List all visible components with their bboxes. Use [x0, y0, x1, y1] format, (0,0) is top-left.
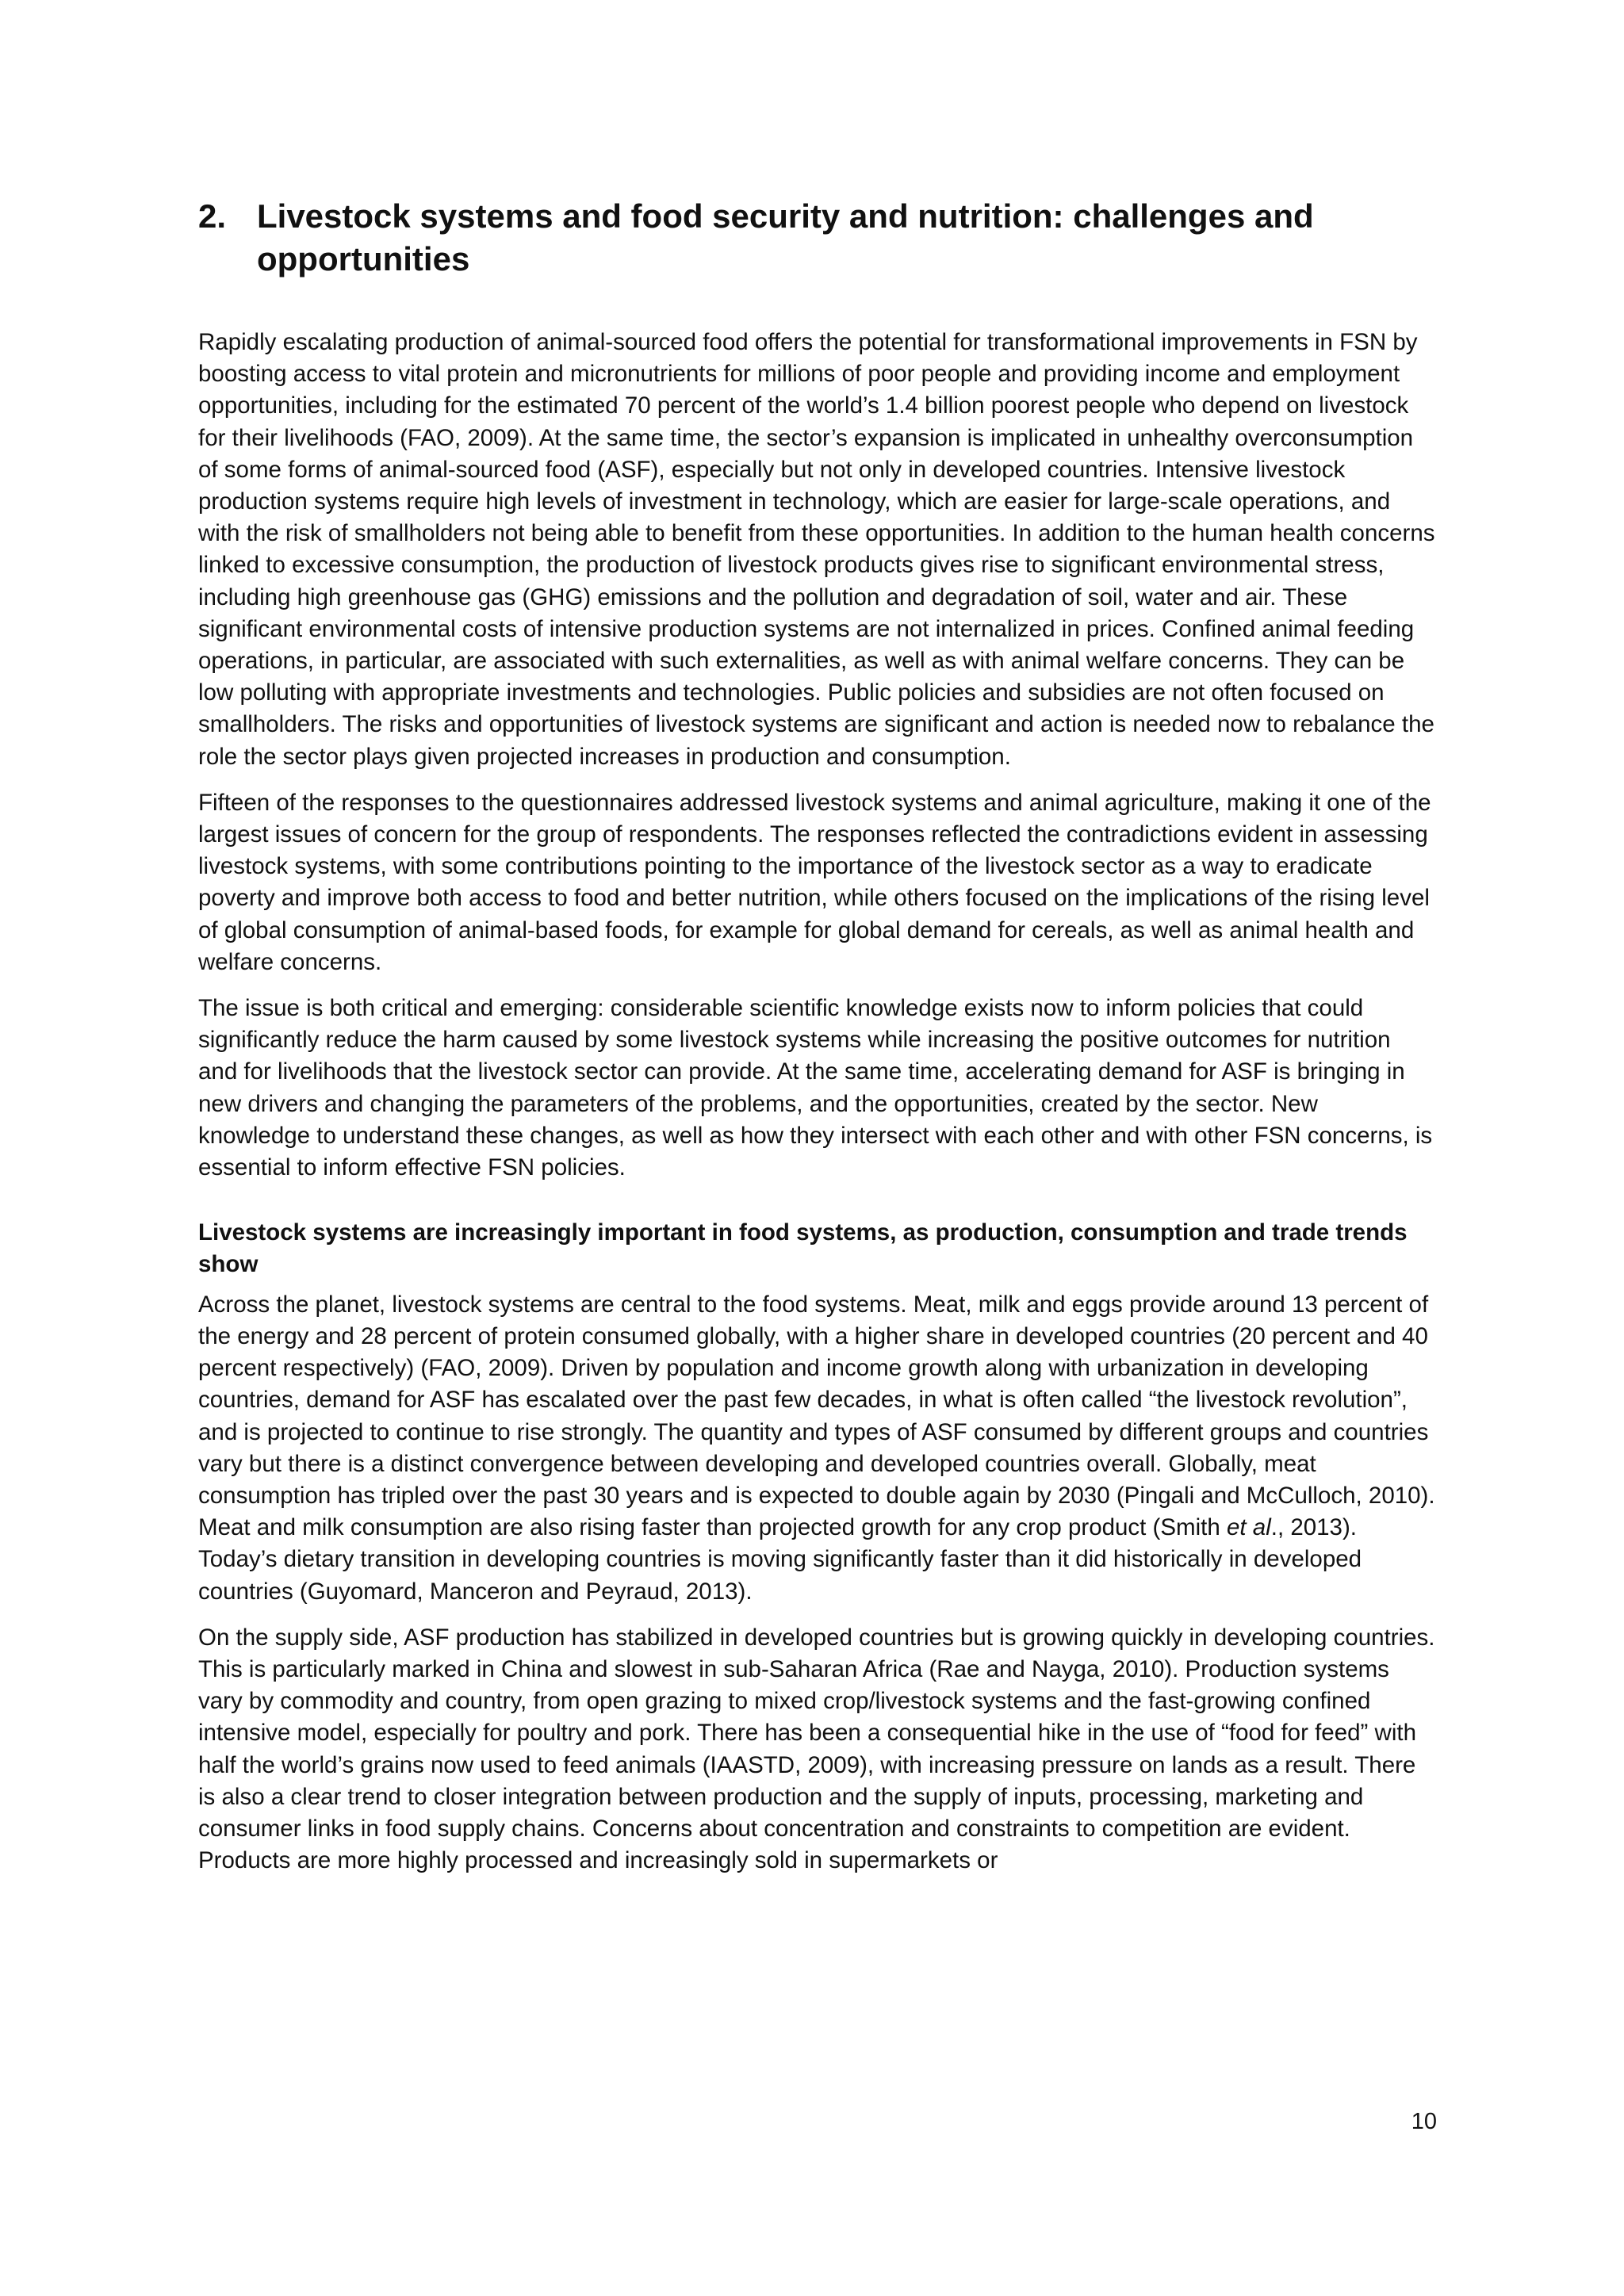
section-number: 2. [198, 197, 227, 235]
paragraph-4 [198, 1289, 1435, 1608]
section-heading [198, 195, 1435, 281]
paragraph-3: The issue is both critical and emerging: considerable scientific knowledge exists now to inform policies that could significantly reduce the harm caused by some livestock systems while increasing the positive outcomes for nutrition and for livelihoods that the livestock sector can provide. At the same time, accelerating demand for ASF is bringing in new drivers and changing the parameters of the problems, and the opportunities, created by the sector. New knowledge to understand these changes, as well as how they intersect with each other and with other FSN concerns, is essential to inform effective FSN policies. [198, 995, 1433, 1181]
paragraph-2: Fifteen of the responses to the questionnaires addressed livestock systems and animal agriculture, making it one of the largest issues of concern for the group of respondents. The responses reflected the contradictions evident in assessing livestock systems, with some contributions pointing to the importance of the livestock sector as a way to eradicate poverty and improve both access to food and better nutrition, while others focused on the implications of the rising level of global consumption of animal-based foods, for example for global demand for cereals, as well as animal health and welfare concerns. [198, 789, 1431, 975]
page-number: 10 [1411, 2109, 1437, 2134]
paragraph-4-part-1: Across the planet, livestock systems are central to the food systems. Meat, milk and eggs provide around 13 percent of the energy and 28 percent of protein consumed globally, with a higher share in developed countries (20 percent and 40 percent respectively) (FAO, 2009). Driven by population and income growth along with urbanization in developing countries, demand for ASF has escalated over the past few decades, in what is often called “the livestock revolution”, and is projected to continue to rise strongly. The quantity and types of ASF consumed by different groups and countries vary but there is a distinct convergence between developing and developed countries overall. Globally, meat consumption has tripled over the past 30 years and is expected to double again by 2030 (Pingali and McCulloch, 2010). Meat and milk consumption are also rising faster than projected growth for any crop product (Smith [198, 1291, 1435, 1541]
paragraph-4-italic: et al [1226, 1514, 1271, 1541]
subheading: Livestock systems are increasingly important in food systems, as production, consumption and trade trends show [198, 1219, 1408, 1278]
section-title: Livestock systems and food security and nutrition: challenges and opportunities [257, 197, 1314, 277]
paragraph-1: Rapidly escalating production of animal-sourced food offers the potential for transformational improvements in FSN by boosting access to vital protein and micronutrients for millions of poor people and providing income and employment opportunities, including for the estimated 70 percent of the world’s 1.4 billion poorest people who depend on livestock for their livelihoods (FAO, 2009). At the same time, the sector’s expansion is implicated in unhealthy overconsumption of some forms of animal-sourced food (ASF), especially but not only in developed countries. Intensive livestock production systems require high levels of investment in technology, which are easier for large-scale operations, and with the risk of smallholders not being able to benefit from these opportunities. In addition to the human health concerns linked to excessive consumption, the production of livestock products gives rise to significant environmental stress, including high greenhouse gas (GHG) emissions and the pollution and degradation of soil, water and air. These significant environmental costs of intensive production systems are not internalized in prices. Confined animal feeding operations, in particular, are associated with such externalities, as well as with animal welfare concerns. They can be low polluting with appropriate investments and technologies. Public policies and subsidies are not often focused on smallholders. The risks and opportunities of livestock systems are significant and action is needed now to rebalance the role the sector plays given projected increases in production and consumption. [198, 329, 1435, 770]
paragraph-5: On the supply side, ASF production has stabilized in developed countries but is growing quickly in developing countries. This is particularly marked in China and slowest in sub-Saharan Africa (Rae and Nayga, 2010). Production systems vary by commodity and country, from open grazing to mixed crop/livestock systems and the fast-growing confined intensive model, especially for poultry and pork. There has been a consequential hike in the use of “food for feed” with half the world’s grains now used to feed animals (IAASTD, 2009), with increasing pressure on lands as a result. There is also a clear trend to closer integration between production and the supply of inputs, processing, marketing and consumer links in food supply chains. Concerns about concentration and constraints to competition are evident. Products are more highly processed and increasingly sold in supermarkets or [198, 1624, 1435, 1874]
paragraph-4-part-2: ., 2013). Today’s dietary transition in developing countries is moving significantly faster than it did historically in developed countries (Guyomard, Manceron and Peyraud, 2013). [198, 1514, 1362, 1605]
document-page [198, 195, 1435, 1891]
